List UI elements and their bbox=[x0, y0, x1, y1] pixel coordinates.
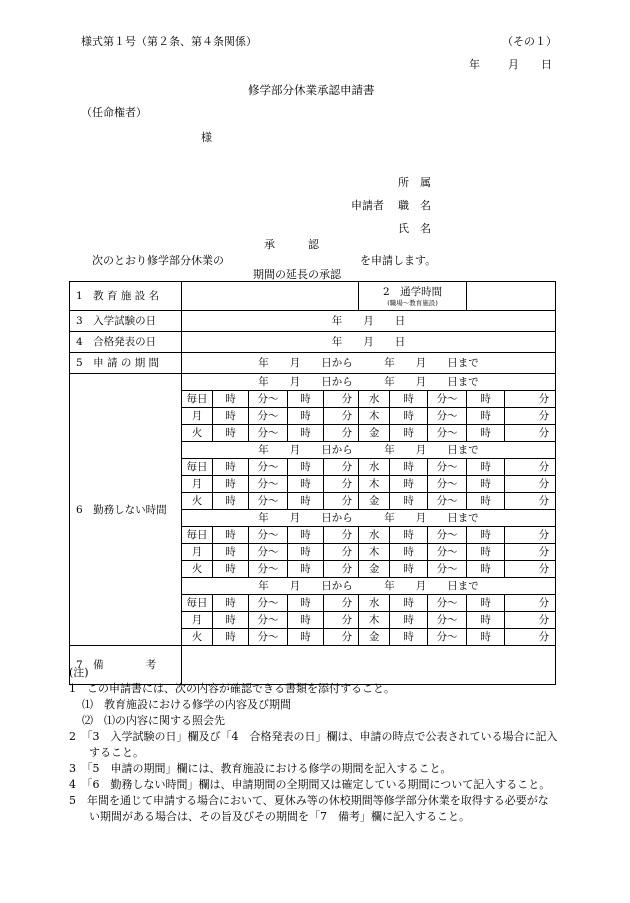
application-table bbox=[69, 281, 556, 685]
min-end-cell[interactable]: 分 bbox=[505, 561, 556, 578]
name-label: 氏 名 bbox=[398, 222, 431, 235]
min-end-cell[interactable]: 分 bbox=[505, 476, 556, 493]
day-left: 月 bbox=[182, 612, 213, 629]
min-end-cell[interactable]: 分 bbox=[324, 459, 359, 476]
hour-end-cell[interactable]: 時 bbox=[467, 425, 505, 442]
hour-end-cell[interactable]: 時 bbox=[467, 612, 505, 629]
min-start-cell[interactable]: 分～ bbox=[428, 408, 467, 425]
affiliation-label: 所 属 bbox=[398, 176, 431, 189]
day-left: 火 bbox=[182, 561, 213, 578]
min-end-cell[interactable]: 分 bbox=[324, 425, 359, 442]
request-tail: を申請します。 bbox=[360, 254, 437, 267]
min-start-cell[interactable]: 分～ bbox=[249, 391, 288, 408]
option-extension: 期間の延長の承認 bbox=[253, 268, 341, 281]
hour-start-cell[interactable]: 時 bbox=[390, 476, 428, 493]
hour-start-cell[interactable]: 時 bbox=[390, 612, 428, 629]
min-end-cell[interactable]: 分 bbox=[324, 629, 359, 646]
note-1b: ⑵ ⑴の内容に関する照会先 bbox=[82, 714, 225, 727]
page-tag: （その１） bbox=[502, 35, 557, 48]
min-start-cell[interactable]: 分～ bbox=[249, 493, 288, 510]
hour-end-cell[interactable]: 時 bbox=[467, 544, 505, 561]
hour-start-cell[interactable]: 時 bbox=[390, 408, 428, 425]
exam-label: 3 入学試験の日 bbox=[70, 311, 182, 332]
day-right: 金 bbox=[359, 561, 390, 578]
min-start-cell[interactable]: 分～ bbox=[428, 629, 467, 646]
day-right: 木 bbox=[359, 408, 390, 425]
hour-start-cell[interactable]: 時 bbox=[390, 527, 428, 544]
hour-end-cell[interactable]: 時 bbox=[467, 527, 505, 544]
document-title: 修学部分休業承認申請書 bbox=[248, 83, 375, 97]
day-left: 月 bbox=[182, 408, 213, 425]
request-lead: 次のとおり修学部分休業の bbox=[92, 254, 224, 267]
date-day: 日 bbox=[541, 58, 552, 71]
applicant-label: 申請者 bbox=[351, 199, 384, 212]
hour-end-cell[interactable]: 時 bbox=[288, 544, 324, 561]
hour-start-cell[interactable]: 時 bbox=[213, 527, 249, 544]
facility-label: 1 教 育 施 設 名 bbox=[70, 282, 182, 311]
hour-start-cell[interactable]: 時 bbox=[390, 493, 428, 510]
hour-start-cell[interactable]: 時 bbox=[390, 561, 428, 578]
result-label: 4 合格発表の日 bbox=[70, 332, 182, 353]
note-1: 1 この申請書には、次の内容が確認できる書類を添付すること。 bbox=[69, 682, 395, 695]
min-end-cell[interactable]: 分 bbox=[505, 544, 556, 561]
min-start-cell[interactable]: 分～ bbox=[249, 425, 288, 442]
notes-head: (注) bbox=[69, 666, 89, 679]
hour-end-cell[interactable]: 時 bbox=[467, 493, 505, 510]
exam-date-field[interactable]: 年 月 日 bbox=[182, 311, 556, 332]
day-right: 木 bbox=[359, 476, 390, 493]
min-end-cell[interactable]: 分 bbox=[324, 561, 359, 578]
day-left: 火 bbox=[182, 629, 213, 646]
min-end-cell[interactable]: 分 bbox=[505, 493, 556, 510]
form-number: 様式第１号（第２条、第４条関係） bbox=[81, 35, 257, 48]
min-end-cell[interactable]: 分 bbox=[505, 595, 556, 612]
min-end-cell[interactable]: 分 bbox=[505, 612, 556, 629]
day-left: 火 bbox=[182, 493, 213, 510]
date-month: 月 bbox=[508, 58, 519, 71]
min-end-cell[interactable]: 分 bbox=[324, 595, 359, 612]
day-right: 水 bbox=[359, 391, 390, 408]
hour-start-cell[interactable]: 時 bbox=[213, 493, 249, 510]
day-right: 水 bbox=[359, 459, 390, 476]
min-start-cell[interactable]: 分～ bbox=[428, 527, 467, 544]
note-3: 3 「5 申請の期間」欄には、教育施設における修学の期間を記入すること。 bbox=[69, 762, 452, 775]
hour-end-cell[interactable]: 時 bbox=[288, 391, 324, 408]
min-end-cell[interactable]: 分 bbox=[505, 425, 556, 442]
hour-start-cell[interactable]: 時 bbox=[390, 459, 428, 476]
option-approval: 承 認 bbox=[264, 238, 319, 251]
hour-start-cell[interactable]: 時 bbox=[213, 595, 249, 612]
no-work-label: 6 勤務しない時間 bbox=[70, 374, 182, 646]
hour-start-cell[interactable]: 時 bbox=[390, 544, 428, 561]
hour-start-cell[interactable]: 時 bbox=[213, 459, 249, 476]
no-work-range-1[interactable]: 年 月 日から 年 月 日まで bbox=[182, 374, 556, 391]
day-left: 月 bbox=[182, 476, 213, 493]
min-end-cell[interactable]: 分 bbox=[505, 391, 556, 408]
hour-start-cell[interactable]: 時 bbox=[213, 612, 249, 629]
hour-end-cell[interactable]: 時 bbox=[288, 459, 324, 476]
note-2: 2 「3 入学試験の日」欄及び「4 合格発表の日」欄は、申請の時点で公表されている場合に記入すること。 bbox=[69, 730, 558, 759]
result-date-field[interactable]: 年 月 日 bbox=[182, 332, 556, 353]
honorific: 様 bbox=[201, 131, 212, 144]
hour-end-cell[interactable]: 時 bbox=[467, 459, 505, 476]
day-left: 毎日 bbox=[182, 595, 213, 612]
hour-start-cell[interactable]: 時 bbox=[213, 425, 249, 442]
position-label: 職 名 bbox=[398, 199, 431, 212]
min-start-cell[interactable]: 分～ bbox=[428, 561, 467, 578]
remarks-label: 7 備 考 bbox=[70, 646, 182, 685]
hour-end-cell[interactable]: 時 bbox=[288, 425, 324, 442]
commute-label: 2 通学時間 bbox=[382, 286, 443, 298]
min-end-cell[interactable]: 分 bbox=[324, 476, 359, 493]
hour-end-cell[interactable]: 時 bbox=[467, 561, 505, 578]
date-year: 年 bbox=[469, 58, 480, 71]
day-left: 毎日 bbox=[182, 459, 213, 476]
min-start-cell[interactable]: 分～ bbox=[249, 561, 288, 578]
min-start-cell[interactable]: 分～ bbox=[249, 595, 288, 612]
min-start-cell[interactable]: 分～ bbox=[428, 425, 467, 442]
note-5: 5 年間を通じて申請する場合において、夏休み等の休校期間等修学部分休業を取得する必要がない期間がある場合は、その旨及びその期間を「7 備考」欄に記入すること。 bbox=[69, 794, 549, 823]
hour-start-cell[interactable]: 時 bbox=[213, 629, 249, 646]
min-end-cell[interactable]: 分 bbox=[324, 612, 359, 629]
period-field[interactable]: 年 月 日から 年 月 日まで bbox=[182, 353, 556, 374]
day-right: 金 bbox=[359, 425, 390, 442]
note-4: 4 「6 勤務しない時間」欄は、申請期間の全期間又は確定している期間について記入すること。 bbox=[69, 778, 551, 791]
hour-start-cell[interactable]: 時 bbox=[390, 595, 428, 612]
min-start-cell[interactable]: 分～ bbox=[428, 595, 467, 612]
hour-start-cell[interactable]: 時 bbox=[213, 561, 249, 578]
no-work-range-4[interactable]: 年 月 日から 年 月 日まで bbox=[182, 578, 556, 595]
hour-end-cell[interactable]: 時 bbox=[288, 476, 324, 493]
hour-end-cell[interactable]: 時 bbox=[467, 408, 505, 425]
hour-end-cell[interactable]: 時 bbox=[288, 612, 324, 629]
hour-end-cell[interactable]: 時 bbox=[467, 629, 505, 646]
min-end-cell[interactable]: 分 bbox=[505, 408, 556, 425]
day-left: 毎日 bbox=[182, 527, 213, 544]
day-left: 火 bbox=[182, 425, 213, 442]
min-start-cell[interactable]: 分～ bbox=[428, 544, 467, 561]
note-1a: ⑴ 教育施設における修学の内容及び期間 bbox=[82, 698, 291, 711]
hour-end-cell[interactable]: 時 bbox=[467, 391, 505, 408]
hour-start-cell[interactable]: 時 bbox=[213, 544, 249, 561]
hour-end-cell[interactable]: 時 bbox=[288, 629, 324, 646]
commute-sub: (職場～教育施設) bbox=[387, 299, 438, 307]
hour-start-cell[interactable]: 時 bbox=[213, 476, 249, 493]
hour-start-cell[interactable]: 時 bbox=[390, 425, 428, 442]
hour-end-cell[interactable]: 時 bbox=[288, 561, 324, 578]
min-start-cell[interactable]: 分～ bbox=[249, 544, 288, 561]
min-end-cell[interactable]: 分 bbox=[505, 459, 556, 476]
min-start-cell[interactable]: 分～ bbox=[249, 476, 288, 493]
day-right: 金 bbox=[359, 493, 390, 510]
hour-end-cell[interactable]: 時 bbox=[288, 527, 324, 544]
min-start-cell[interactable]: 分～ bbox=[249, 459, 288, 476]
no-work-range-3[interactable]: 年 月 日から 年 月 日まで bbox=[182, 510, 556, 527]
min-start-cell[interactable]: 分～ bbox=[428, 476, 467, 493]
hour-start-cell[interactable]: 時 bbox=[390, 629, 428, 646]
min-start-cell[interactable]: 分～ bbox=[249, 527, 288, 544]
facility-field[interactable] bbox=[182, 282, 359, 311]
day-left: 月 bbox=[182, 544, 213, 561]
min-start-cell[interactable]: 分～ bbox=[249, 408, 288, 425]
appointer-label: （任命権者） bbox=[81, 106, 147, 119]
hour-end-cell[interactable]: 時 bbox=[467, 476, 505, 493]
hour-end-cell[interactable]: 時 bbox=[288, 595, 324, 612]
hour-start-cell[interactable]: 時 bbox=[213, 391, 249, 408]
hour-end-cell[interactable]: 時 bbox=[467, 595, 505, 612]
day-right: 金 bbox=[359, 629, 390, 646]
min-start-cell[interactable]: 分～ bbox=[249, 629, 288, 646]
period-label: 5 申 請 の 期 間 bbox=[70, 353, 182, 374]
hour-start-cell[interactable]: 時 bbox=[390, 391, 428, 408]
day-left: 毎日 bbox=[182, 391, 213, 408]
min-start-cell[interactable]: 分～ bbox=[428, 612, 467, 629]
min-start-cell[interactable]: 分～ bbox=[428, 391, 467, 408]
min-end-cell[interactable]: 分 bbox=[324, 391, 359, 408]
no-work-range-2[interactable]: 年 月 日から 年 月 日まで bbox=[182, 442, 556, 459]
min-end-cell[interactable]: 分 bbox=[505, 629, 556, 646]
day-right: 木 bbox=[359, 544, 390, 561]
day-right: 木 bbox=[359, 612, 390, 629]
min-end-cell[interactable]: 分 bbox=[324, 544, 359, 561]
no-work-section bbox=[70, 374, 556, 646]
hour-end-cell[interactable]: 時 bbox=[288, 493, 324, 510]
day-right: 水 bbox=[359, 527, 390, 544]
min-start-cell[interactable]: 分～ bbox=[249, 612, 288, 629]
min-end-cell[interactable]: 分 bbox=[505, 527, 556, 544]
min-end-cell[interactable]: 分 bbox=[324, 493, 359, 510]
min-start-cell[interactable]: 分～ bbox=[428, 493, 467, 510]
min-end-cell[interactable]: 分 bbox=[324, 408, 359, 425]
day-right: 水 bbox=[359, 595, 390, 612]
min-start-cell[interactable]: 分～ bbox=[428, 459, 467, 476]
notes-section bbox=[69, 665, 559, 825]
commute-field[interactable] bbox=[467, 282, 556, 311]
hour-start-cell[interactable]: 時 bbox=[213, 408, 249, 425]
hour-end-cell[interactable]: 時 bbox=[288, 408, 324, 425]
min-end-cell[interactable]: 分 bbox=[324, 527, 359, 544]
